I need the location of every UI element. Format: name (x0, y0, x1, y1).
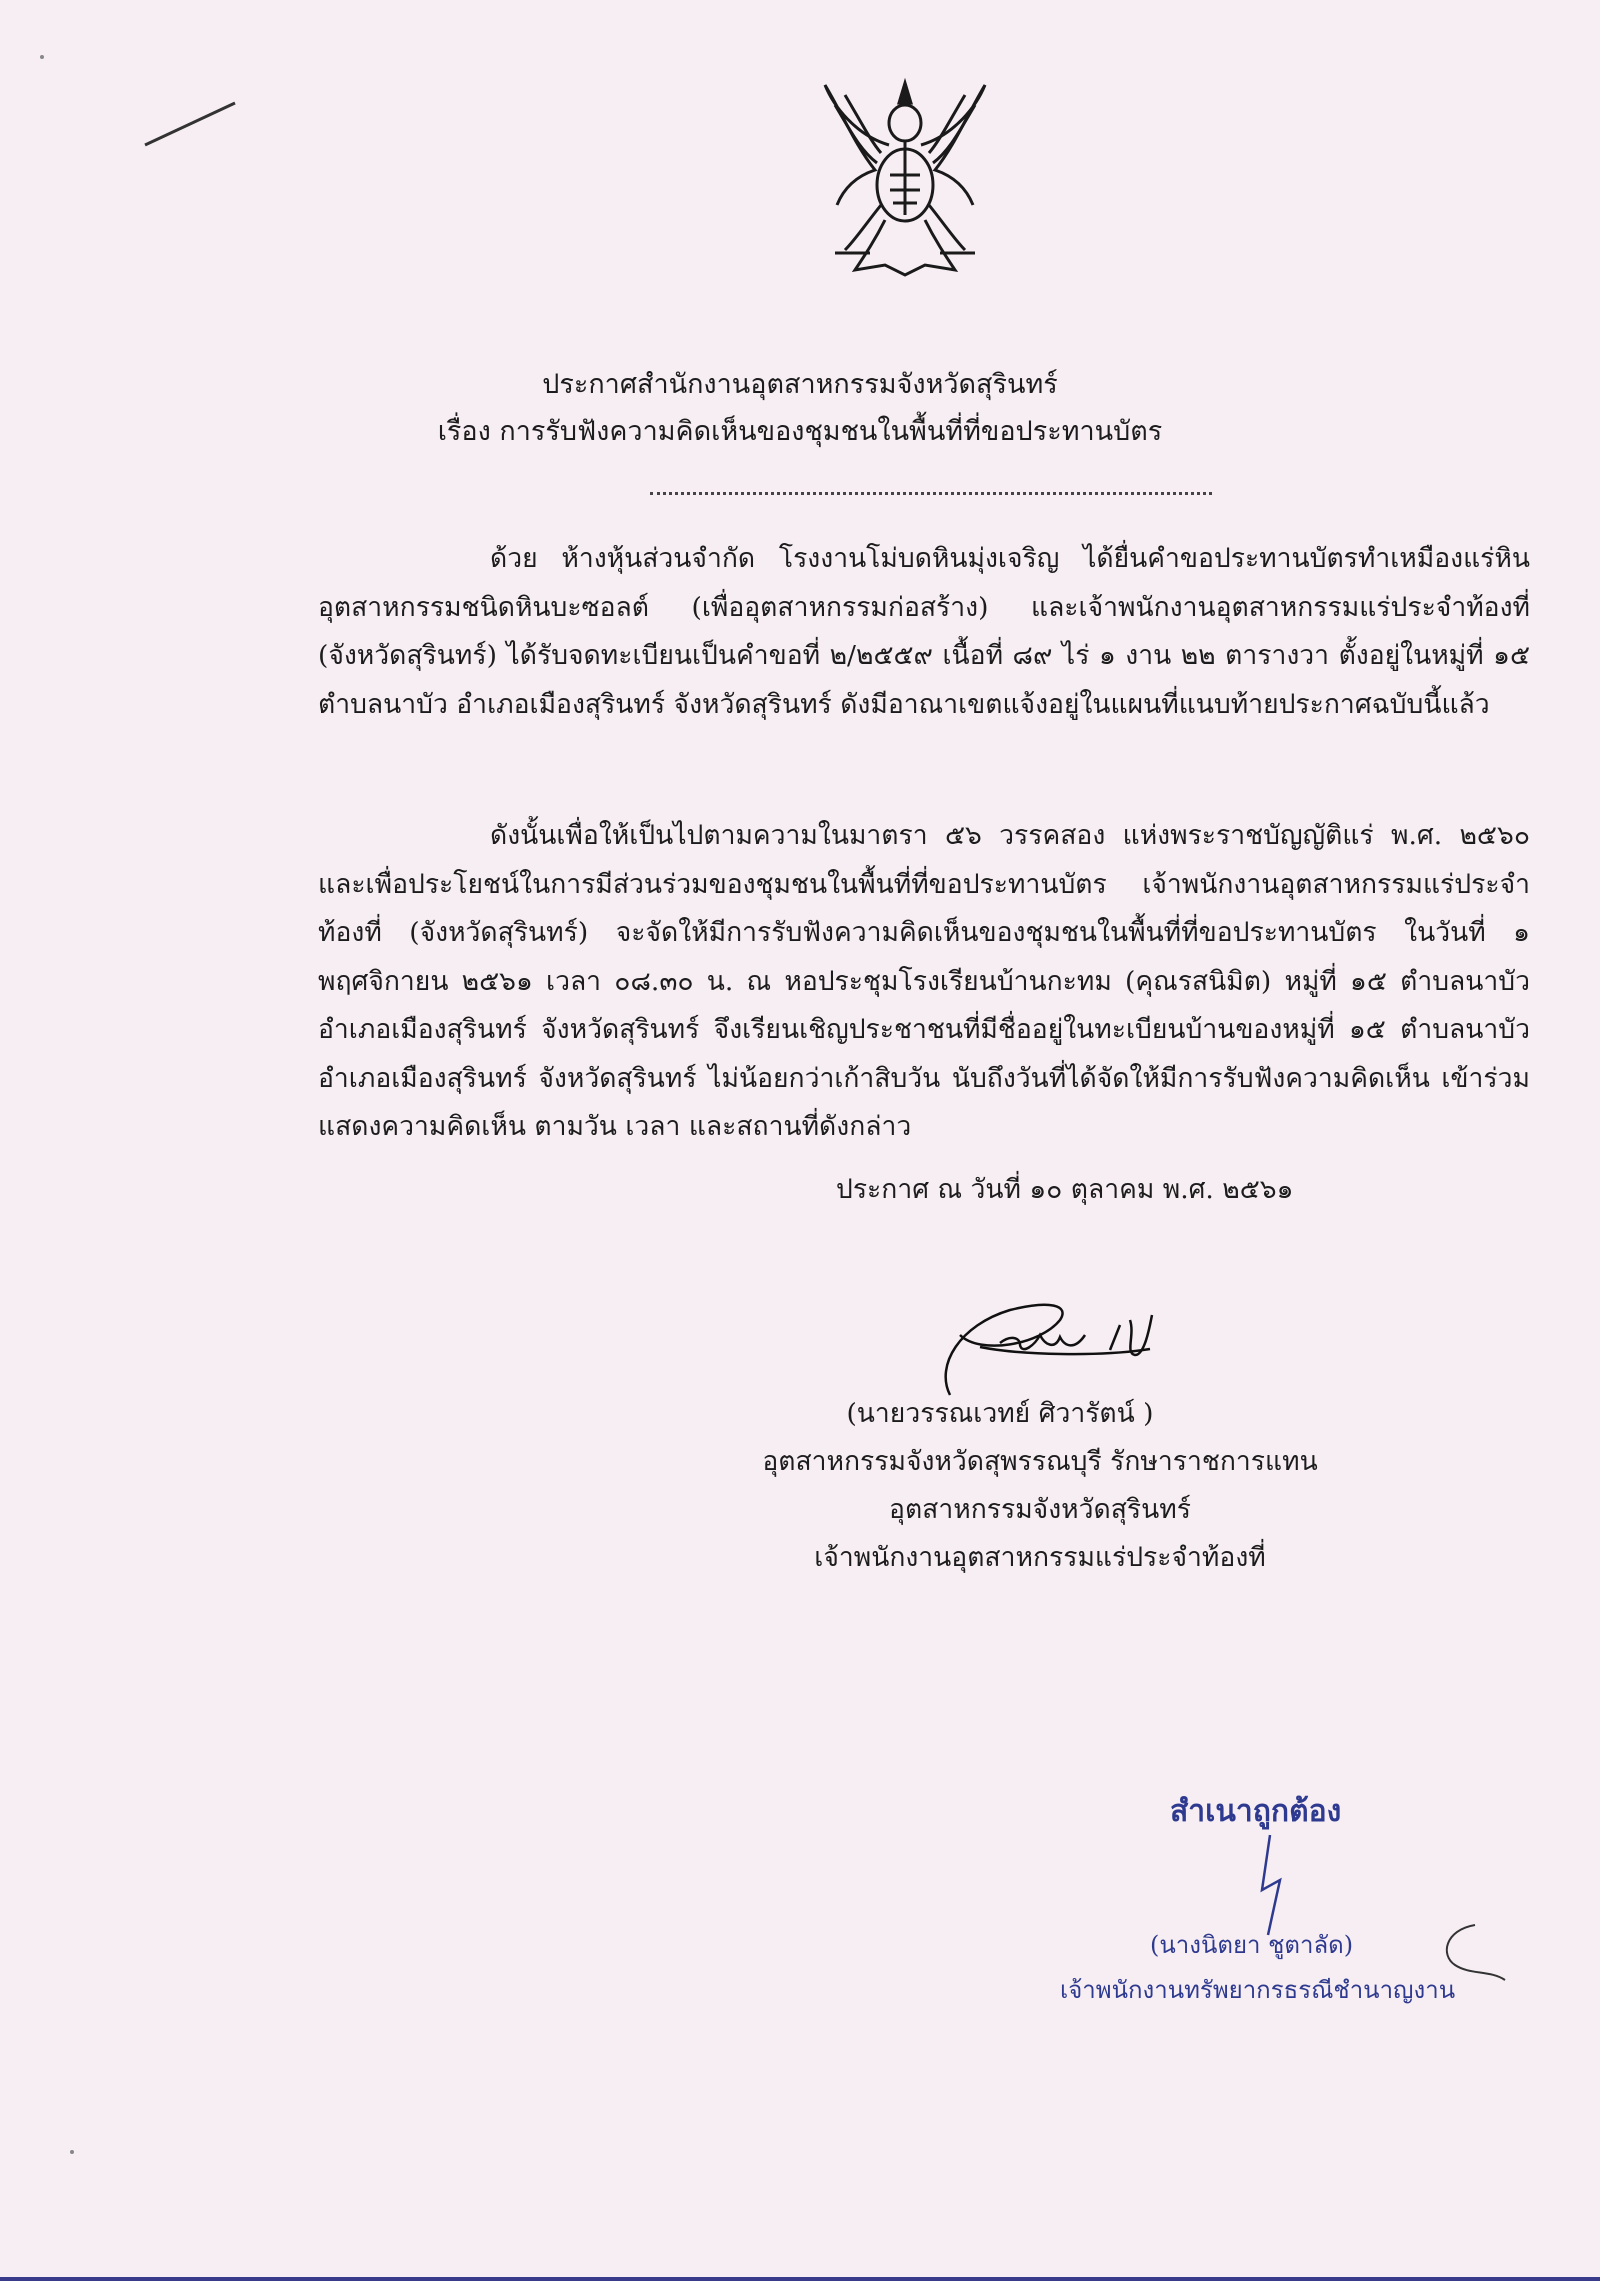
scan-speck (40, 55, 44, 59)
certifier-name: (นางนิตยา ชูตาลัด) (1150, 1931, 1354, 1959)
body-paragraph-2: ดังนั้นเพื่อให้เป็นไปตามความในมาตรา ๕๖ วรรคสอง แห่งพระราชบัญญัติแร่ พ.ศ. ๒๕๖๐ และเพื่อประโยชน์ในการมีส่วนร่วมของชุมชนในพื้นที่ที่ขอประทานบัตร เจ้าพนักงานอุตสาหกรรมแร่ประจำท้องที่ (จังหวัดสุรินทร์) จะจัดให้มีการรับฟังความคิดเห็นของชุมชนในพื้นที่ที่ขอประทานบัตร ในวันที่ ๑ พฤศจิกายน ๒๕๖๑ เวลา ๐๘.๓๐ น. ณ หอประชุมโรงเรียนบ้านกะทม (คุณรสนิมิต) หมู่ที่ ๑๕ ตำบลนาบัว อำเภอเมืองสุรินทร์ จังหวัดสุรินทร์ จึงเรียนเชิญประชาชนที่มีชื่ออยู่ในทะเบียนบ้านของหมู่ที่ ๑๕ ตำบลนาบัว อำเภอเมืองสุรินทร์ จังหวัดสุรินทร์ ไม่น้อยกว่าเก้าสิบวัน นับถึงวันที่ได้จัดให้มีการรับฟังความคิดเห็น เข้าร่วมแสดงความคิดเห็น ตามวัน เวลา และสถานที่ดังกล่าว (318, 820, 1530, 1142)
signatory-title-3: เจ้าพนักงานอุตสาหกรรมแร่ประจำท้องที่ (814, 1542, 1266, 1573)
body-paragraph-1: ด้วย ห้างหุ้นส่วนจำกัด โรงงานโม่บดหินมุ่งเจริญ ได้ยื่นคำขอประทานบัตรทำเหมืองแร่หินอุตสาหกรรมชนิดหินบะซอลต์ (เพื่ออุตสาหกรรมก่อสร้าง) และเจ้าพนักงานอุตสาหกรรมแร่ประจำท้องที่ (จังหวัดสุรินทร์) ได้รับจดทะเบียนเป็นคำขอที่ ๒/๒๕๕๙ เนื้อที่ ๘๙ ไร่ ๑ งาน ๒๒ ตารางวา ตั้งอยู่ในหมู่ที่ ๑๕ ตำบลนาบัว อำเภอเมืองสุรินทร์ จังหวัดสุรินทร์ ดังมีอาณาเขตแจ้งอยู่ในแผนที่แนบท้ายประกาศฉบับนี้แล้ว (318, 543, 1530, 720)
scan-speck (70, 2150, 74, 2154)
scan-edge (0, 2277, 1600, 2281)
announcement-subject: เรื่อง การรับฟังความคิดเห็นของชุมชนในพื้นที่ที่ขอประทานบัตร (437, 416, 1163, 447)
initial-mark-icon (1430, 1915, 1510, 1995)
garuda-emblem-icon (815, 75, 995, 285)
copy-signature-icon (1240, 1830, 1300, 1940)
signatory-title-2: อุตสาหกรรมจังหวัดสุรินทร์ (889, 1494, 1191, 1525)
pen-stroke-mark (140, 95, 240, 155)
certified-copy-stamp: สำเนาถูกต้อง (1170, 1794, 1342, 1829)
signatory-title-1: อุตสาหกรรมจังหวัดสุพรรณบุรี รักษาราชการแทน (762, 1446, 1318, 1477)
announcement-title: ประกาศสำนักงานอุตสาหกรรมจังหวัดสุรินทร์ (542, 369, 1058, 400)
signatory-name: (นายวรรณเวทย์ ศิวารัตน์ ) (846, 1398, 1154, 1429)
certifier-title: เจ้าพนักงานทรัพยากรธรณีชำนาญงาน (1060, 1976, 1456, 2004)
announcement-date: ประกาศ ณ วันที่ ๑๐ ตุลาคม พ.ศ. ๒๕๖๑ (836, 1174, 1294, 1205)
dotted-divider (650, 492, 1212, 495)
